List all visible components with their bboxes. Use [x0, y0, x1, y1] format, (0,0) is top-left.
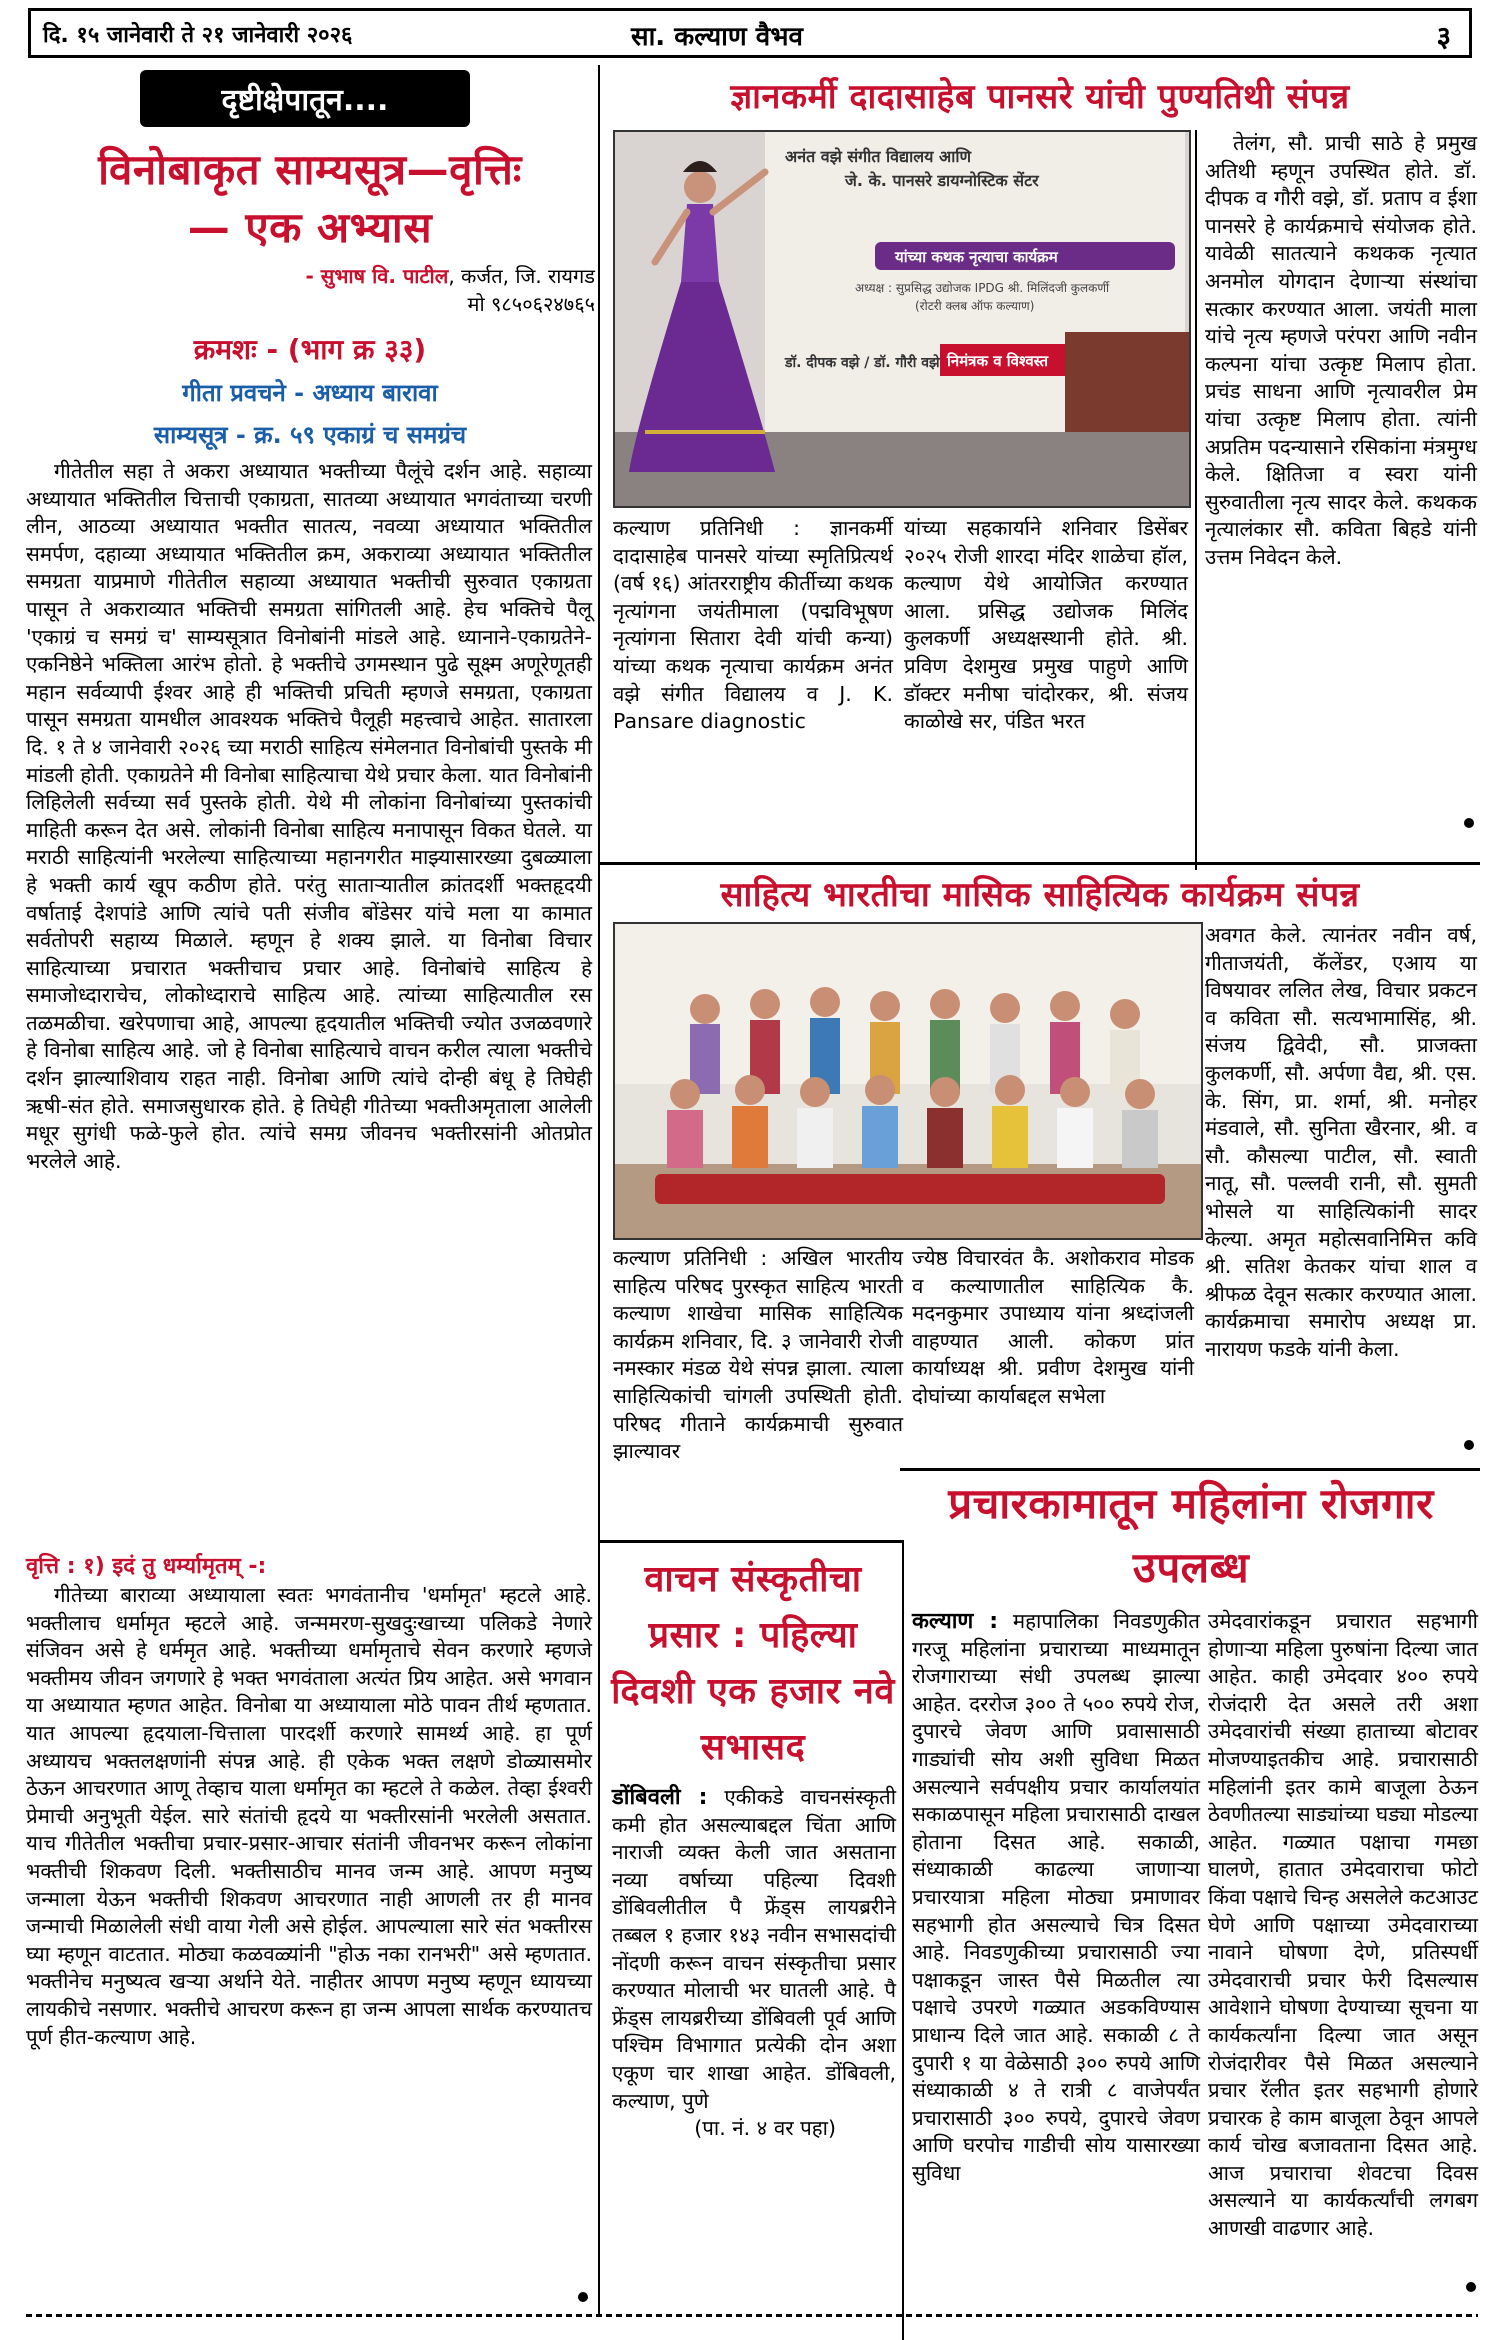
author-place: , कर्जत, जि. रायगड — [448, 264, 595, 288]
headline: प्रचारकामातून महिलांना रोजगार उपलब्ध — [948, 1479, 1434, 1592]
continued-note: (पा. नं. ४ वर पहा) — [694, 2116, 836, 2141]
section-ribbon: दृष्टीक्षेपातून.... — [140, 70, 470, 127]
footer-rule — [26, 2314, 1478, 2317]
section-heading: वृत्ति : १) इदं तु धर्म्यामृतम् -: — [26, 1554, 267, 1579]
article-body — [26, 458, 592, 1175]
article-body — [26, 1582, 592, 2051]
article-title: विनोबाकृत साम्यसूत्र—वृत्तिः — [98, 145, 522, 194]
paragraph: अवगत केले. त्यानंतर नवीन वर्ष, गीताजयंती, कॅलेंडर, एआय या विषयावर ललित लेख, विचार प्रकटन व कविता सौ. सत्यभामासिंह, श्री. संजय द्विवेदी, सौ. प्राजक्ता कुलकर्णी, सौ. अर्पणा वैद्य, श्री. एस. के. सिंग, प्रा. शर्मा, श्री. मनोहर मंडवाले, सौ. सुनिता खैरनार, श्री. व सौ. कौसल्या पाटील, सौ. स्वाती नातू, सौ. पल्लवी रानी, सौ. सुमती भोसले या साहित्यिकांनी सादर केल्या. अमृत महोत्सवानिमित्त कवि श्री. सतिश केतकर यांचा शाल व श्रीफळ देवून सत्कार करण्यात आला. कार्यक्रमाचा समारोप अध्यक्ष प्रा. नारायण फडके यांनी केला. — [1205, 923, 1477, 1361]
headline: ज्ञानकर्मी दादासाहेब पानसरे यांची पुण्यतिथी संपन्न — [730, 77, 1350, 117]
banner-presider: अध्यक्ष : सुप्रसिद्ध उद्योजक IPDG श्री. मिलिंदजी कुलकर्णी — [855, 281, 1110, 295]
article-column — [904, 515, 1188, 736]
paragraph: कल्याण प्रतिनिधी : अखिल भारतीय साहित्य परिषद पुरस्कृत साहित्य भारती कल्याण शाखेचा मासिक साहित्यिक कार्यक्रम शनिवार, दि. ३ जानेवारी रोजी नमस्कार मंडळ येथे संपन्न झाला. त्याला साहित्यिकांची चांगली उपस्थिती होती. परिषद गीताने कार्यक्रमाची सुरुवात झाल्यावर — [613, 1246, 903, 1464]
dateline: डोंबिवली : — [612, 1785, 708, 1810]
byline — [210, 262, 595, 289]
article-column — [912, 1608, 1200, 2187]
page-header — [28, 8, 1472, 58]
section-rule — [900, 1468, 1480, 1471]
author-name: - सुभाष वि. पाटील — [305, 264, 449, 288]
article-title-line2: — एक अभ्यास — [187, 203, 433, 252]
group-photo — [613, 922, 1203, 1240]
end-bullet — [1464, 1440, 1474, 1450]
banner-org: (रोटरी क्लब ऑफ कल्याण) — [915, 299, 1035, 313]
article-column — [1205, 130, 1477, 572]
end-bullet — [578, 2292, 588, 2302]
paragraph: उमेदवारांकडून प्रचारात सहभागी होणाऱ्या महिला पुरुषांना दिल्या जात आहेत. काही उमेदवार ४०० रुपये रोजंदारी देत असले तरी अशा उमेदवारांची संख्या हाताच्या बोटावर मोजण्याइतकीच आहे. प्रचारासाठी महिलांनी इतर कामे बाजूला ठेऊन ठेवणीतल्या साड्यांच्या घड्या मोडल्या आहेत. गळ्यात पक्षाचा गमछा घालणे, हातात उमेदवाराचा फोटो किंवा पक्षाचे चिन्ह असलेले कटआउट घेणे आणि पक्षाच्या उमेदवाराच्या नावाने घोषणा देणे, प्रतिस्पर्धी उमेदवाराची प्रचार फेरी दिसल्यास आवेशाने घोषणा देण्याच्या सूचना या कार्यकर्त्यांना दिल्या जात असून रोजंदारीवर पैसे मिळत असल्याने प्रचार रॅलीत इतर सहभागी होणारे प्रचारक हे काम बाजूला ठेवून आपले कार्य चोख बजावताना दिसत आहे. आज प्रचाराचा शेवटचा दिवस असल्याने या कार्यकर्त्यांची लगबग आणखी वाढणार आहे. — [1208, 1609, 1478, 2241]
paragraph: गीतेतील सहा ते अकरा अध्यायात भक्तीच्या पैलूंचे दर्शन आहे. सहाव्या अध्यायात भक्तितील चित्ताची एकाग्रता, सातव्या अध्यायात भगवंताच्या चरणी लीन, आठव्या अध्यायात भक्तीत सातत्य, नवव्या अध्यायात भक्तितील समर्पण, दहाव्या अध्यायात भक्तितील क्रम, अकराव्या अध्यायात भक्तितील समग्रता याप्रमाणे गीतेतील सहाव्या अध्यायात भक्तीची सुरुवात एकाग्रता पासून ते अकराव्यात भक्तिची समग्रता सांगितली आहे. हेच भक्तिचे पैलू 'एकाग्रं च समग्रं च' साम्यसूत्रात विनोबांनी मांडले आहे. ध्यानाने-एकाग्रतेने-एकनिष्ठेने भक्तिला आरंभ होतो. हे भक्तीचे उगमस्थान पुढे सूक्ष्म अणूरेणूतही महान सर्वव्यापी ईश्वर आहे ही भक्तिची प्रचिती म्हणजे समग्रता, एकाग्रता पासून समग्रता यामधील आवश्यक भक्तिचे पैलूही महत्त्वाचे आहेत. सातारला दि. १ ते ४ जानेवारी २०२६ च्या मराठी साहित्य संमेलनात विनोबांची पुस्तके मी मांडली होती. एकाग्रतेने मी विनोबा साहित्याचा येथे प्रचार केला. यात विनोबांनी लिहिलेली सर्वच्या सर्व पुस्तके होती. येथे मी लोकांना विनोबांच्या पुस्तकांची माहिती करून देत असे. लोकांनी विनोबा साहित्य मनापासून विकत घेतले. या मराठी साहित्यांनी भरलेल्या साहित्याच्या महानगरीत माझ्यासारख्या दुबळ्याला हे भक्ती कार्य खूप कठीण होते. परंतु साताऱ्यातील क्रांतदर्शी भक्तहृदयी वर्षाताई देशपांडे आणि त्यांचे पती संजीव बोंडेसर यांचे मला या कामात सर्वतोपरी सहाय्य मिळाले. म्हणून हे शक्य झाले. या विनोबा विचार साहित्याच्या प्रचारात भक्तीचाच प्रचार आहे. विनोबांचे साहित्य हे समाजोध्दाराचेच, लोकोध्दाराचे साहित्य आहे. त्यांच्या साहित्यातील रस तळमळीचा. खरेपणाचा आहे, आपल्या हृदयातील भक्तिची ज्योत उजळवणारे हे विनोबा साहित्य आहे. जो हे विनोबा साहित्याचे वाचन करील त्याला भक्तीचे दर्शन झाल्याशिवाय राहत नाही. विनोबा आणि त्यांचे दोन्ही बंधू हे तिघेही ऋषी-संत होते. समाजसुधारक होते. हे तिघेही गीतेच्या भक्तीअमृताला आलेली मधूर सुगंधी फळे-फुले होत. त्यांचे समग्र जीवनच भक्तीरसांनी ओतप्रोत भरलेले आहे. — [26, 459, 592, 1173]
paragraph: कल्याण प्रतिनिधी : ज्ञानकर्मी दादासाहेब पानसरे यांच्या स्मृतिप्रित्यर्थ (वर्ष १६) आंतरराष्ट्रीय कीर्तीच्या कथक नृत्यांगना जयंतीमाला (पद्मविभूषण नृत्यांगना सितारा देवी यांची कन्या) यांच्या कथक नृत्याचा कार्यक्रम अनंत वझे संगीत विद्यालय व J. K. Pansare diagnostic — [613, 516, 893, 734]
paragraph: तेलंग, सौ. प्राची साठे हे प्रमुख अतिथी म्हणून उपस्थित होते. डॉ. दीपक व गौरी वझे, डॉ. प्रताप व ईशा पानसरे हे कार्यक्रमाचे संयोजक होते. यावेळी सातत्याने कथकक नृत्यात अनमोल योगदान देणाऱ्या संस्थांचा सत्कार करण्यात आला. जयंती माला यांचे नृत्य म्हणजे परंपरा आणि नवीन कल्पना यांचा उत्कृष्ट मिलाप होता. प्रचंड साधना आणि नृत्यावरील प्रेम यांचा उत्कृष्ट मिलाप होता. त्यांनी अप्रतिम पदन्यासाने रसिकांना मंत्रमुग्ध केले. क्षितिजा व स्वरा यांनी सुरुवातीला नृत्य सादर केले. कथकक नृत्यालंकार सौ. कविता बिहडे यांनी उत्तम निवेदन केले. — [1205, 131, 1477, 569]
article-column — [1208, 1608, 1478, 2243]
banner-names: डॉ. दीपक वझे / डॉ. गौरी वझे — [785, 355, 940, 371]
page-number: ३ — [1436, 20, 1451, 53]
dance-photo-illustration — [615, 132, 1191, 508]
dateline: कल्याण : — [912, 1609, 999, 1634]
section-rule — [600, 862, 1480, 865]
end-bullet — [1464, 818, 1474, 828]
banner-line1: अनंत वझे संगीत विद्यालय आणि — [785, 147, 972, 166]
banner-event: यांच्या कथक नृत्याचा कार्यक्रम — [895, 248, 1058, 266]
article-column — [612, 1784, 896, 2143]
banner-line2: जे. के. पानसरे डायग्नोस्टिक सेंटर — [845, 171, 1039, 190]
article-column — [912, 1245, 1194, 1411]
headline: साहित्य भारतीचा मासिक साहित्यिक कार्यक्रम संपन्न — [720, 875, 1360, 915]
subtitle: साम्यसूत्र - क्र. ५९ एकाग्रं च समग्रंच — [153, 421, 467, 449]
event-photo — [613, 130, 1191, 508]
end-bullet — [1466, 2282, 1476, 2292]
series-part: क्रमशः - (भाग क्र ३३) — [193, 333, 427, 366]
banner-tag: निमंत्रक व विश्वस्त — [947, 352, 1049, 370]
column-divider — [902, 1540, 904, 2340]
article-column — [1205, 922, 1477, 1364]
article-column — [613, 1245, 903, 1466]
paragraph: गीतेच्या बाराव्या अध्यायाला स्वतः भगवंतानीच 'धर्मामृत' म्हटले आहे. भक्तीलाच धर्मामृत म्हटले आहे. जन्ममरण-सुखदुःखाच्या पलिकडे नेणारे संजिवन असे हे धर्ममृत आहे. भक्तीच्या धर्मामृताचे सेवन करणारे म्हणजे भक्तीमय जीवन जगणारे हे भक्त भगवंताला अत्यंत प्रिय आहेत. असे भगवान या अध्यायात म्हणत आहेत. विनोबा या अध्यायाला मोठे पावन तीर्थ म्हणतात. यात आपल्या हृदयाला-चित्ताला पारदर्शी करणारे सामर्थ्य आहे. हा पूर्ण अध्यायच भक्तलक्षणांनी संपन्न आहे. ही एकेक भक्त लक्षणे डोळ्यासमोर ठेऊन आचरणात आणू तेव्हाच याला धर्मामृत का म्हटले ते कळेल. तेव्हा ईश्वरी प्रेमाची अनुभूती येईल. सारे संतांची हृदये या भक्तीरसांनी भरलेली असतात. याच गीतेतील भक्तीचा प्रचार-प्रसार-आचार संतांनी जीवनभर करून लोकांना भक्तीची शिकवण दिली. भक्तीसाठीच मानव जन्म आहे. आपण मनुष्य जन्माला येऊन भक्तीची शिकवण आचरणात नाही आणली तर ही मानव जन्माची मिळालेली संधी वाया गेली असे होईल. आपल्याला सारे संत भक्तीरस घ्या म्हणून वाटतात. मोठ्या कळवळ्यांनी "होऊ नका रानभरी" असे म्हणतात. भक्तीनेच मनुष्यत्व खऱ्या अर्थाने येते. नाहीतर आपण मनुष्य म्हणून ध्यायच्या लायकीचे नसणार. भक्तीचे आचरण करून हा जन्म आपला सार्थक करण्यातच पूर्ण हीत-कल्याण आहे. — [26, 1583, 592, 2049]
section-rule — [600, 1540, 902, 1543]
headline: वाचन संस्कृतीचा प्रसार : पहिल्या दिवशी एक हजार नवे सभासद — [611, 1559, 895, 1768]
column-divider — [598, 65, 600, 2315]
subtitle: गीता प्रवचने - अध्याय बारावा — [182, 379, 438, 407]
paragraph: महापालिका निवडणुकीत गरजू महिलांना प्रचाराच्या माध्यमातून रोजगाराच्या संधी उपलब्ध झाल्या आहेत. दररोज ३०० ते ५०० रुपये रोज, दुपारचे जेवण आणि प्रवासासाठी गाड्यांची सोय अशी सुविधा मिळत असल्याने सर्वपक्षीय प्रचार कार्यालयांत सकाळपासून महिला प्रचारासाठी दाखल होताना दिसत आहे. सकाळी, संध्याकाळी काढल्या जाणाऱ्या प्रचारयात्रा महिला मोठ्या प्रमाणावर सहभागी होत असल्याचे चित्र दिसत आहे. निवडणुकीच्या प्रचारासाठी ज्या पक्षाकडून जास्त पैसे मिळतील त्या पक्षाचे उपरणे गळ्यात अडकविण्यास प्राधान्य दिले जात आहे. सकाळी ८ ते दुपारी १ या वेळेसाठी ३०० रुपये आणि संध्याकाळी ४ ते रात्री ८ वाजेपर्यंत प्रचारासाठी ३०० रुपये, दुपारचे जेवण आणि घरपोच गाडीची सोय यासारख्या सुविधा — [912, 1609, 1200, 2185]
paragraph: यांच्या सहकार्याने शनिवार डिसेंबर २०२५ रोजी शारदा मंदिर शाळेचा हॉल, कल्याण येथे आयोजित करण्यात आला. प्रसिद्ध उद्योजक मिलिंद कुलकर्णी अध्यक्षस्थानी होते. श्री. प्रविण देशमुख प्रमुख पाहुणे आणि डॉक्टर मनीषा चांदोरकर, श्री. संजय काळोखे सर, पंडित भरत — [904, 516, 1188, 734]
column-divider — [1195, 130, 1197, 870]
paragraph: एकीकडे वाचनसंस्कृती कमी होत असल्याबद्दल चिंता आणि नाराजी व्यक्त केली जात असताना नव्या वर्षाच्या पहिल्या दिवशी डोंबिवलीतील पै फ्रेंड्स लायब्ररीने तब्बल १ हजार १४३ नवीन सभासदांची नोंदणी करून वाचन संस्कृतीचा प्रसार करण्यात मोलाची भर घातली आहे. पै फ्रेंड्स लायब्ररीच्या डोंबिवली पूर्व आणि पश्चिम विभागात प्रत्येकी दोन अशा एकूण चार शाखा आहेत. डोंबिवली, कल्याण, पुणे — [612, 1785, 896, 2113]
paragraph: ज्येष्ठ विचारवंत कै. अशोकराव मोडक व कल्याणातील साहित्यिक कै. मदनकुमार उपाध्याय यांना श्रध्दांजली वाहण्यात आली. कोकण प्रांत कार्याध्यक्ष श्री. प्रवीण देशमुख यांनी दोघांच्या कार्याबद्दल सभेला — [912, 1246, 1194, 1408]
issue-date: दि. १५ जानेवारी ते २१ जानेवारी २०२६ — [43, 23, 353, 48]
group-photo-illustration — [615, 924, 1203, 1240]
author-mobile: मो ९८५०६२४७६५ — [467, 292, 595, 316]
article-column — [613, 515, 893, 736]
newspaper-name: सा. कल्याण वैभव — [631, 22, 803, 52]
